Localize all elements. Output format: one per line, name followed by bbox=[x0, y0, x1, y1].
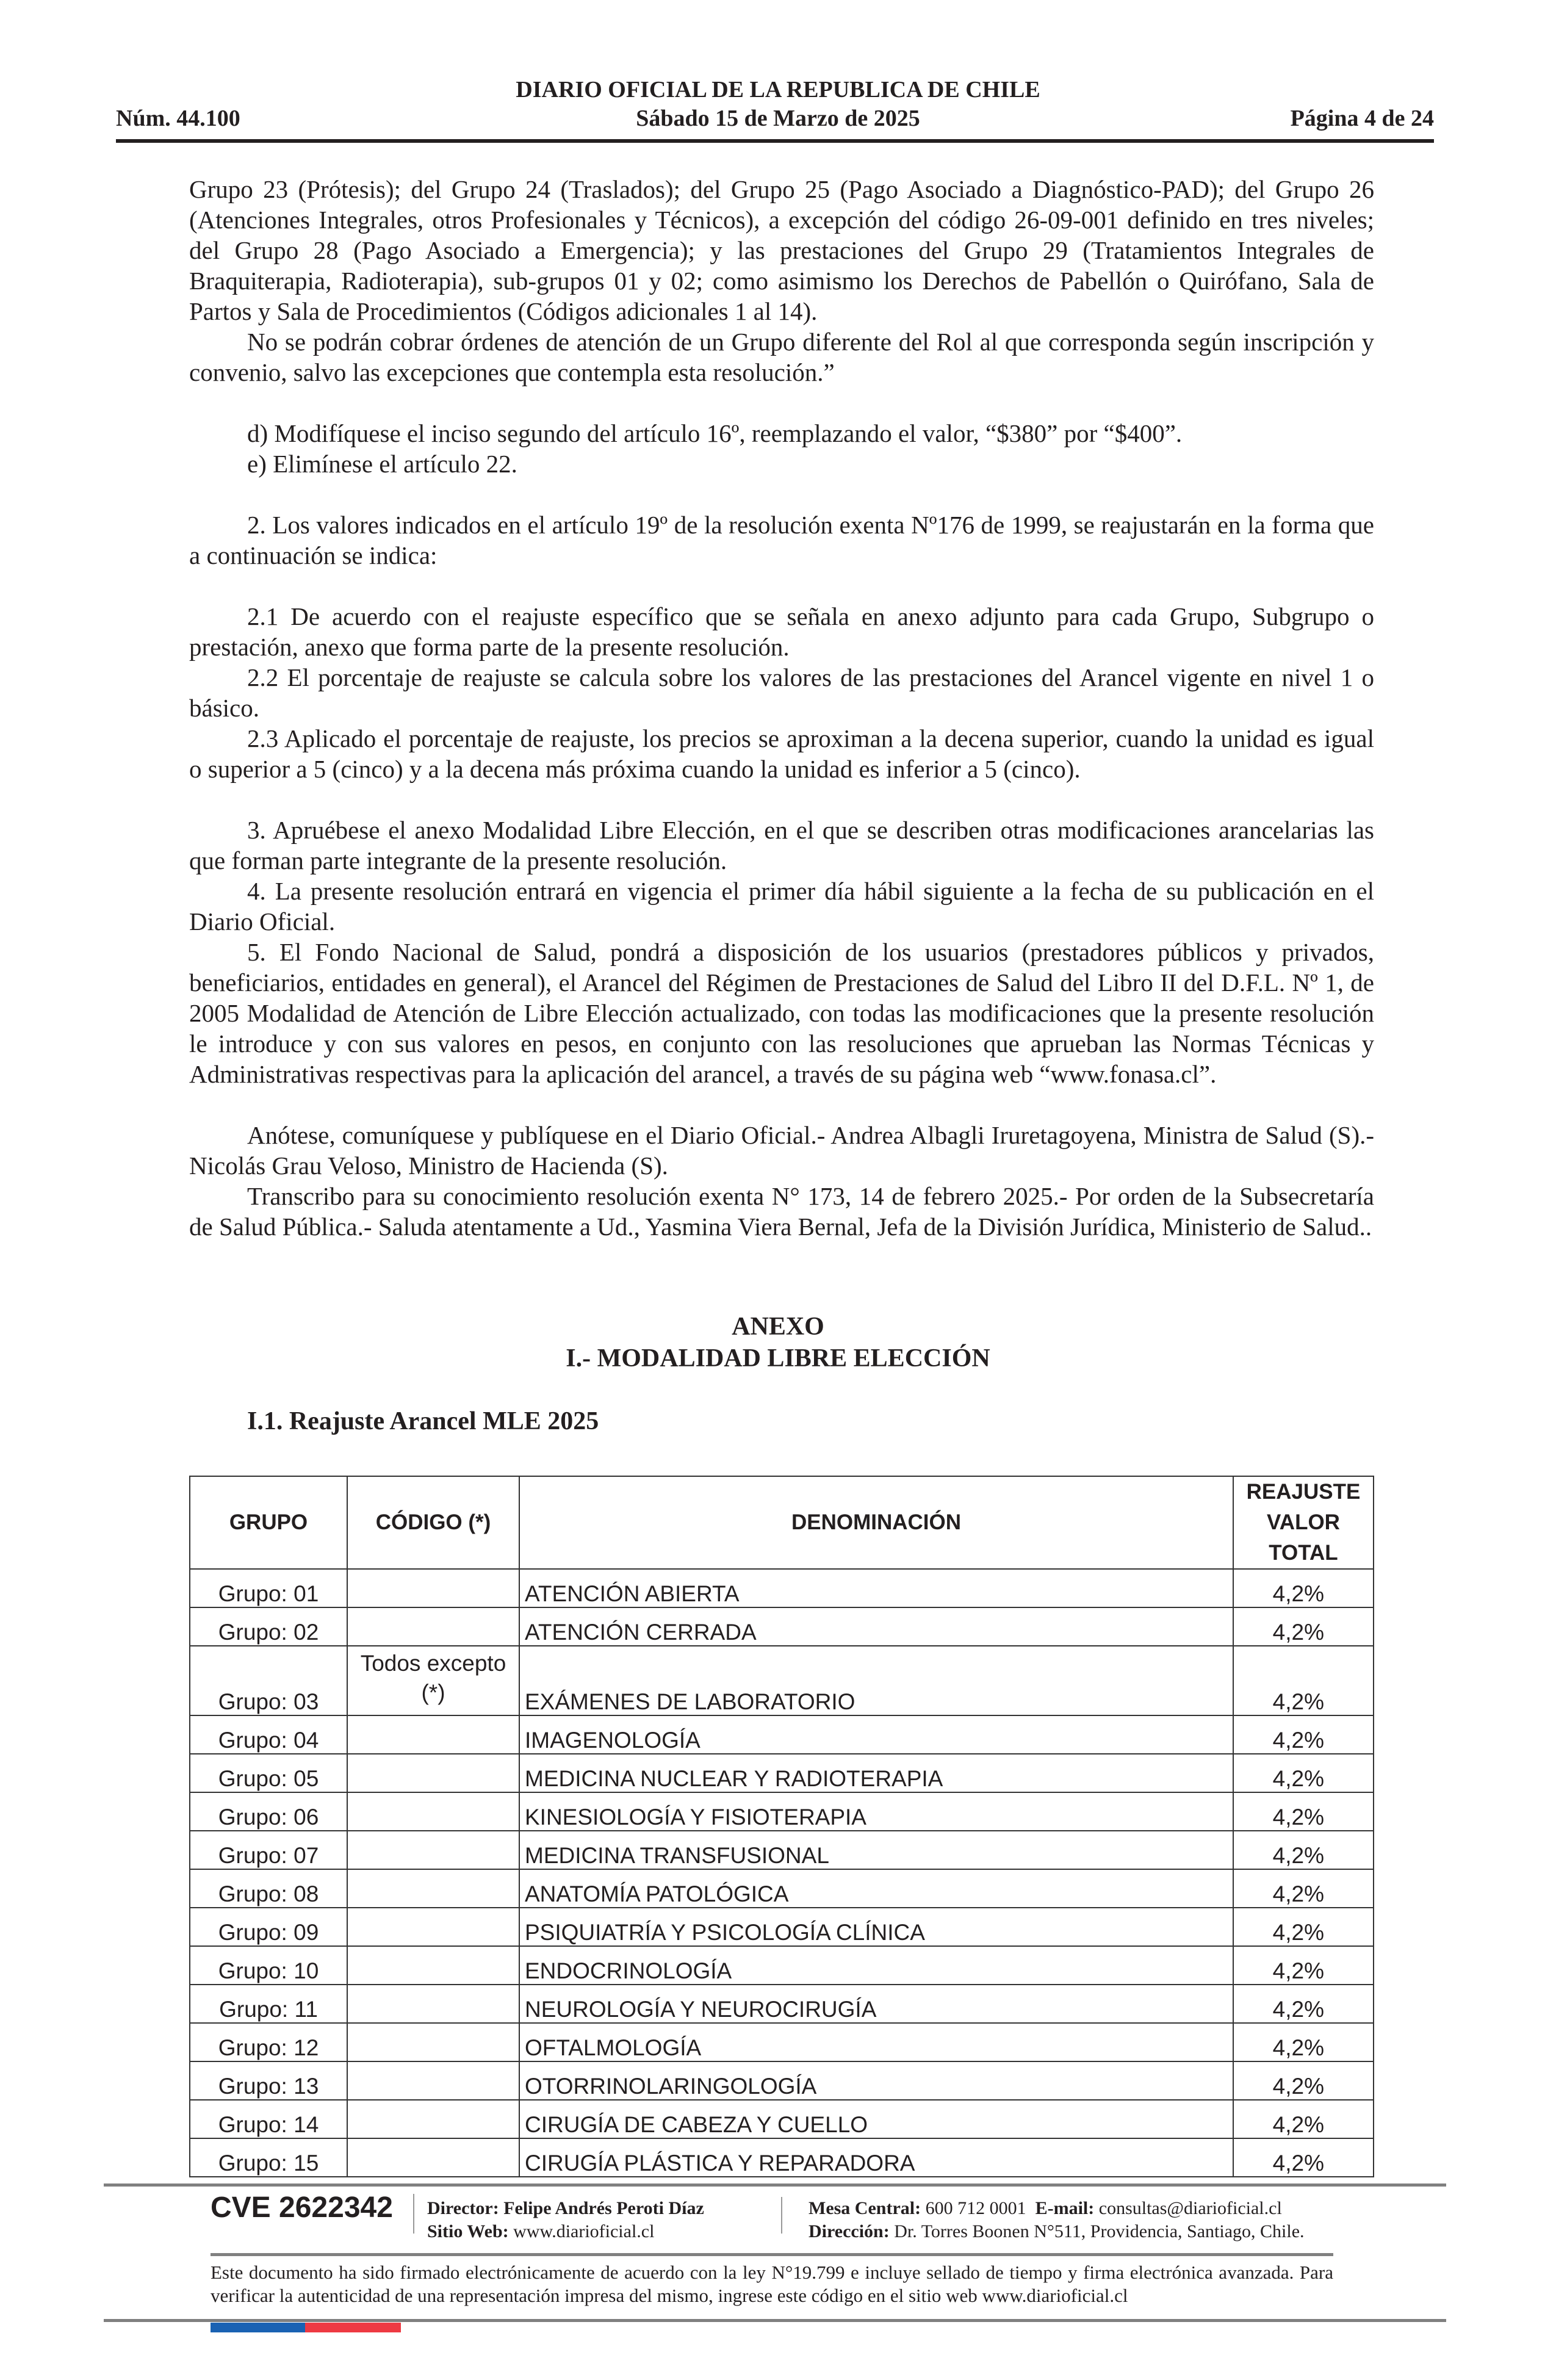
table-row bbox=[190, 1569, 1374, 1607]
table-row bbox=[190, 1946, 1374, 1985]
flag-red-stripe bbox=[305, 2323, 401, 2332]
cell-denominacion: NEUROLOGÍA Y NEUROCIRUGÍA bbox=[519, 1985, 1233, 2023]
phone: 600 712 0001 bbox=[925, 2198, 1026, 2218]
cell-denominacion: ATENCIÓN ABIERTA bbox=[519, 1569, 1233, 1607]
paragraph: Anótese, comuníquese y publíquese en el Diario Oficial.- Andrea Albagli Iruretagoyena, Ministra de Salud (S).- Nicolás Grau Veloso, Ministro de Hacienda (S). bbox=[189, 1121, 1374, 1180]
cell-reajuste: 4,2% bbox=[1233, 1985, 1374, 2023]
header-rule bbox=[116, 139, 1434, 143]
paragraph: 5. El Fondo Nacional de Salud, pondrá a disposición de los usuarios (prestadores públicos y privados, beneficiarios, entidades en general), el Arancel del Régimen de Prestaciones de Salud del Libro II del D.F.L. Nº 1, de 2005 Modalidad de Atención de Libre Elección actualizado, con todas las modificaciones que la presente resolución le introduce y con sus valores en pesos, en conjunto con las resoluciones que aprueban las Normas Técnicas y Administrativas respectivas para la aplicación del arancel, a través de su página web “www.fonasa.cl”. bbox=[189, 938, 1374, 1088]
cell-reajuste: 4,2% bbox=[1233, 2138, 1374, 2177]
footer-contact bbox=[809, 2197, 1305, 2243]
footer-rule bbox=[211, 2253, 1333, 2256]
cell-reajuste: 4,2% bbox=[1233, 1607, 1374, 1646]
paragraph: 4. La presente resolución entrará en vigencia el primer día hábil siguiente a la fecha de su publicación en el Diario Oficial. bbox=[189, 877, 1374, 936]
cve-code: CVE 2622342 bbox=[211, 2191, 393, 2224]
section-heading: I.1. Reajuste Arancel MLE 2025 bbox=[247, 1407, 599, 1435]
table-header-row bbox=[190, 1476, 1374, 1569]
cell-denominacion: ANATOMÍA PATOLÓGICA bbox=[519, 1869, 1233, 1908]
table-row bbox=[190, 1607, 1374, 1646]
cell-grupo: Grupo: 01 bbox=[190, 1569, 347, 1607]
col-header-grupo: GRUPO bbox=[190, 1476, 347, 1569]
cell-denominacion: ATENCIÓN CERRADA bbox=[519, 1607, 1233, 1646]
table-row bbox=[190, 1908, 1374, 1946]
cell-reajuste: 4,2% bbox=[1233, 1908, 1374, 1946]
cell-reajuste: 4,2% bbox=[1233, 1715, 1374, 1754]
table-row bbox=[190, 1754, 1374, 1792]
cell-denominacion: PSIQUIATRÍA Y PSICOLOGÍA CLÍNICA bbox=[519, 1908, 1233, 1946]
cell-denominacion: OTORRINOLARINGOLOGÍA bbox=[519, 2061, 1233, 2100]
director-name: Felipe Andrés Peroti Díaz bbox=[503, 2198, 704, 2218]
cell-grupo: Grupo: 11 bbox=[190, 1985, 347, 2023]
cell-reajuste: 4,2% bbox=[1233, 1646, 1374, 1715]
paragraph: 2.3 Aplicado el porcentaje de reajuste, los precios se aproximan a la decena superior, cuando la unidad es igual o superior a 5 (cinco) y a la decena más próxima cuando la unidad es inferior a 5 (cinco). bbox=[189, 724, 1374, 783]
footer-rule bbox=[104, 2319, 1446, 2322]
cell-codigo bbox=[347, 1715, 519, 1754]
paragraph: d) Modifíquese el inciso segundo del artículo 16º, reemplazando el valor, “$380” por “$400”. bbox=[247, 419, 1183, 447]
cell-codigo bbox=[347, 1908, 519, 1946]
cell-reajuste: 4,2% bbox=[1233, 1569, 1374, 1607]
cell-grupo: Grupo: 04 bbox=[190, 1715, 347, 1754]
col-header-codigo: CÓDIGO (*) bbox=[347, 1476, 519, 1569]
email-link[interactable]: consultas@diarioficial.cl bbox=[1098, 2198, 1282, 2218]
cell-codigo bbox=[347, 1569, 519, 1607]
cell-grupo: Grupo: 14 bbox=[190, 2100, 347, 2138]
adjustment-table bbox=[189, 1476, 1374, 2177]
cell-grupo: Grupo: 09 bbox=[190, 1908, 347, 1946]
cell-reajuste: 4,2% bbox=[1233, 2100, 1374, 2138]
cell-grupo: Grupo: 15 bbox=[190, 2138, 347, 2177]
cell-reajuste: 4,2% bbox=[1233, 1792, 1374, 1831]
table-row bbox=[190, 1715, 1374, 1754]
col-header-reajuste: REAJUSTE VALOR TOTAL bbox=[1233, 1476, 1374, 1569]
col-header-denominacion: DENOMINACIÓN bbox=[519, 1476, 1233, 1569]
cell-grupo: Grupo: 10 bbox=[190, 1946, 347, 1985]
cell-codigo bbox=[347, 2100, 519, 2138]
cell-denominacion: CIRUGÍA PLÁSTICA Y REPARADORA bbox=[519, 2138, 1233, 2177]
divider bbox=[413, 2194, 414, 2234]
annex-title: ANEXO bbox=[732, 1313, 824, 1341]
cell-codigo bbox=[347, 1946, 519, 1985]
label: E-mail: bbox=[1035, 2198, 1095, 2218]
annex-subtitle: I.- MODALIDAD LIBRE ELECCIÓN bbox=[566, 1344, 990, 1372]
cell-codigo bbox=[347, 2138, 519, 2177]
cell-codigo bbox=[347, 2061, 519, 2100]
legal-notice: Este documento ha sido firmado electrónicamente de acuerdo con la ley N°19.799 e incluye sellado de tiempo y firma electrónica avanzada. Para verificar la autenticidad de una representación impresa del mismo, ingrese este código en el sitio web www.diarioficial.cl bbox=[211, 2262, 1333, 2306]
cell-reajuste: 4,2% bbox=[1233, 2061, 1374, 2100]
cell-grupo: Grupo: 12 bbox=[190, 2023, 347, 2061]
cell-grupo: Grupo: 06 bbox=[190, 1792, 347, 1831]
cell-grupo: Grupo: 13 bbox=[190, 2061, 347, 2100]
paragraph: 2.1 De acuerdo con el reajuste específico que se señala en anexo adjunto para cada Grupo, Subgrupo o prestación, anexo que forma parte de la presente resolución. bbox=[189, 602, 1374, 661]
label: Sitio Web: bbox=[427, 2221, 509, 2241]
cell-codigo bbox=[347, 1831, 519, 1869]
table-row bbox=[190, 2100, 1374, 2138]
paragraph: Transcribo para su conocimiento resolución exenta N° 173, 14 de febrero 2025.- Por orden de la Subsecretaría de Salud Pública.- Saluda atentamente a Ud., Yasmina Viera Bernal, Jefa de la División Jurídica, Ministerio de Salud.. bbox=[189, 1182, 1374, 1241]
cell-codigo: Todos excepto (*) bbox=[347, 1646, 519, 1715]
table-row bbox=[190, 1792, 1374, 1831]
cell-codigo bbox=[347, 1754, 519, 1792]
cell-denominacion: IMAGENOLOGÍA bbox=[519, 1715, 1233, 1754]
divider bbox=[781, 2197, 782, 2234]
website-link[interactable]: www.diarioficial.cl bbox=[513, 2221, 655, 2241]
footer-director bbox=[427, 2197, 704, 2243]
paragraph: e) Elimínese el artículo 22. bbox=[247, 450, 517, 478]
paragraph: 2.2 El porcentaje de reajuste se calcula sobre los valores de las prestaciones del Arancel vigente en nivel 1 o básico. bbox=[189, 663, 1374, 722]
footer-rule bbox=[104, 2183, 1446, 2187]
cell-grupo: Grupo: 07 bbox=[190, 1831, 347, 1869]
cell-reajuste: 4,2% bbox=[1233, 1869, 1374, 1908]
cell-codigo bbox=[347, 1869, 519, 1908]
issue-number: Núm. 44.100 bbox=[116, 106, 240, 131]
newspaper-title: DIARIO OFICIAL DE LA REPUBLICA DE CHILE bbox=[516, 77, 1040, 103]
cell-grupo: Grupo: 03 bbox=[190, 1646, 347, 1715]
cell-denominacion: MEDICINA NUCLEAR Y RADIOTERAPIA bbox=[519, 1754, 1233, 1792]
cell-denominacion: EXÁMENES DE LABORATORIO bbox=[519, 1646, 1233, 1715]
cell-grupo: Grupo: 02 bbox=[190, 1607, 347, 1646]
cell-grupo: Grupo: 08 bbox=[190, 1869, 347, 1908]
paragraph: 3. Apruébese el anexo Modalidad Libre Elección, en el que se describen otras modificaciones arancelarias las que forman parte integrante de la presente resolución. bbox=[189, 816, 1374, 874]
table-row bbox=[190, 2138, 1374, 2177]
label: Dirección: bbox=[809, 2221, 890, 2241]
cell-denominacion: CIRUGÍA DE CABEZA Y CUELLO bbox=[519, 2100, 1233, 2138]
flag-blue-stripe bbox=[211, 2323, 305, 2332]
table-row bbox=[190, 1831, 1374, 1869]
cell-reajuste: 4,2% bbox=[1233, 1754, 1374, 1792]
paragraph: Grupo 23 (Prótesis); del Grupo 24 (Traslados); del Grupo 25 (Pago Asociado a Diagnóstico-PAD); del Grupo 26 (Atenciones Integrales, otros Profesionales y Técnicos), a excepción del código 26-09-001 definido en tres niveles; del Grupo 28 (Pago Asociado a Emergencia); y las prestaciones del Grupo 29 (Tratamientos Integrales de Braquiterapia, Radioterapia), sub-grupos 01 y 02; como asimismo los Derechos de Pabellón o Quirófano, Sala de Partos y Sala de Procedimientos (Códigos adicionales 1 al 14). bbox=[189, 175, 1374, 325]
cell-reajuste: 4,2% bbox=[1233, 2023, 1374, 2061]
cell-reajuste: 4,2% bbox=[1233, 1946, 1374, 1985]
cell-codigo bbox=[347, 1792, 519, 1831]
table-row bbox=[190, 1985, 1374, 2023]
cell-denominacion: KINESIOLOGÍA Y FISIOTERAPIA bbox=[519, 1792, 1233, 1831]
table-row bbox=[190, 1869, 1374, 1908]
table-row bbox=[190, 1646, 1374, 1715]
cell-codigo bbox=[347, 2023, 519, 2061]
label: Director: bbox=[427, 2198, 499, 2218]
cell-denominacion: ENDOCRINOLOGÍA bbox=[519, 1946, 1233, 1985]
label: Mesa Central: bbox=[809, 2198, 921, 2218]
table-row bbox=[190, 2023, 1374, 2061]
paragraph: No se podrán cobrar órdenes de atención de un Grupo diferente del Rol al que corresponda según inscripción y convenio, salvo las excepciones que contempla esta resolución.” bbox=[189, 328, 1374, 386]
cell-grupo: Grupo: 05 bbox=[190, 1754, 347, 1792]
paragraph: 2. Los valores indicados en el artículo 19º de la resolución exenta Nº176 de 1999, se reajustarán en la forma que a continuación se indica: bbox=[189, 511, 1374, 569]
cell-codigo bbox=[347, 1607, 519, 1646]
page-number: Página 4 de 24 bbox=[1290, 106, 1434, 131]
cell-denominacion: MEDICINA TRANSFUSIONAL bbox=[519, 1831, 1233, 1869]
cell-denominacion: OFTALMOLOGÍA bbox=[519, 2023, 1233, 2061]
cell-codigo bbox=[347, 1985, 519, 2023]
table-row bbox=[190, 2061, 1374, 2100]
cell-reajuste: 4,2% bbox=[1233, 1831, 1374, 1869]
issue-date: Sábado 15 de Marzo de 2025 bbox=[636, 106, 920, 131]
body-text bbox=[189, 174, 1374, 1242]
address: Dr. Torres Boonen N°511, Providencia, Santiago, Chile. bbox=[894, 2221, 1305, 2241]
